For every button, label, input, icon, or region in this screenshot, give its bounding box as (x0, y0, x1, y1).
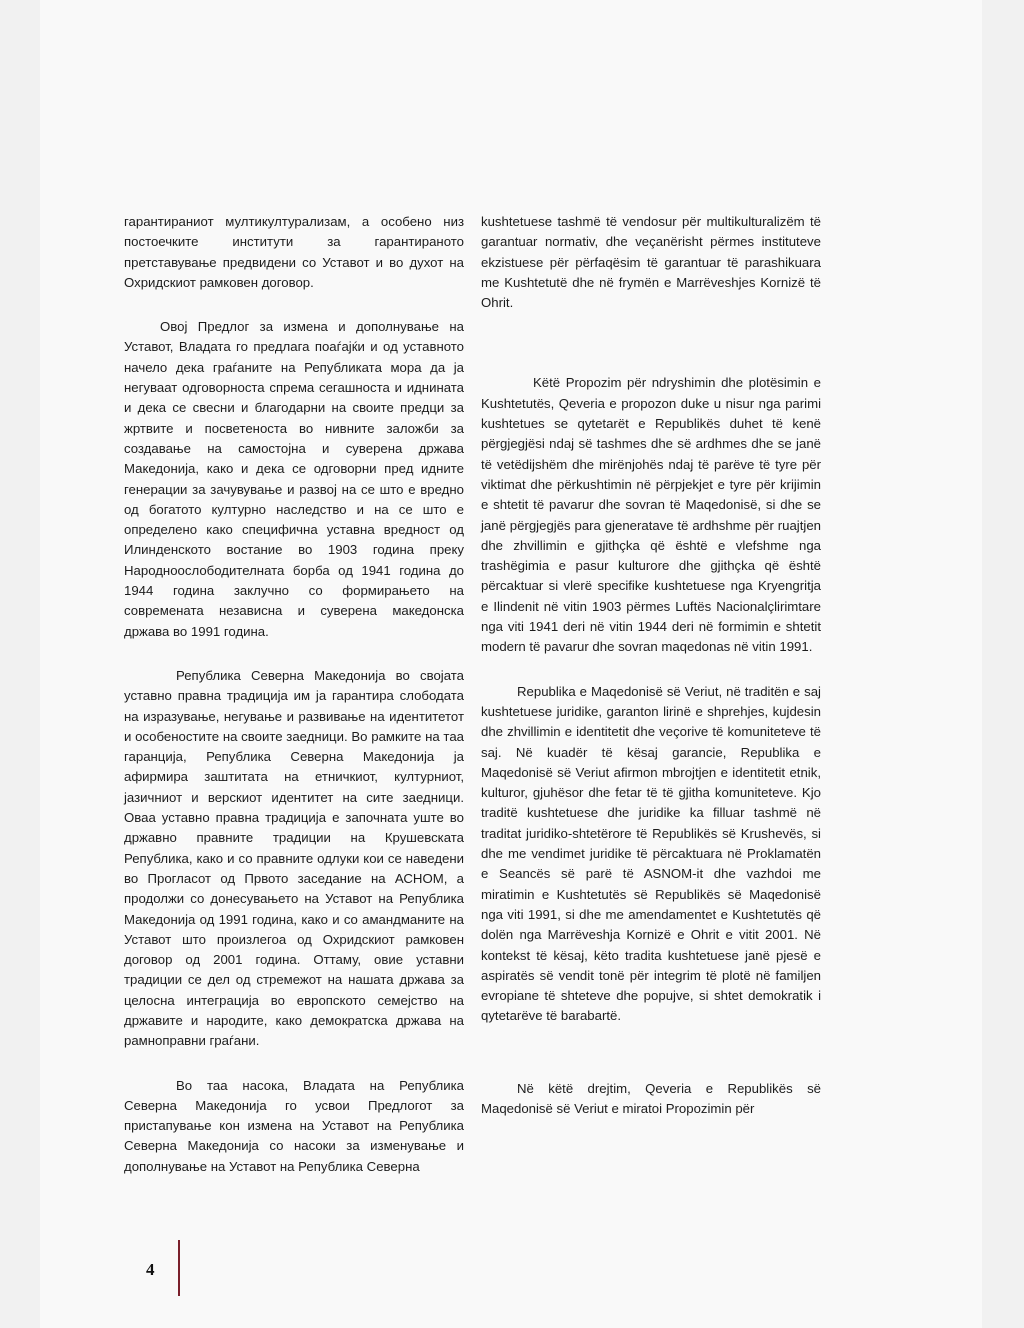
mk-paragraph-2: Овој Предлог за измена и дополнување на Уставот, Владата го предлага поаѓајќи и од уставното начело дека граѓаните на Републиката мора да ја негуваат одговорноста спрема сегашноста и иднината и дека се свесни и благодарни на своите предци за жртвите и посветеноста во нивните заложби за создавање на самостојна и суверена држава Македонија, како и дека се одговорни пред идните генерации за зачувување и развој на се што е вредно од богатото културно наследство и на се што е определено како специфична уставна вредност од Илинденското востание во 1903 година преку Народноослободителната борба од 1941 година до 1944 година заклучно со формирањето на современата независна и суверена македонска држава во 1991 година. (124, 319, 464, 639)
page-number: 4 (146, 1260, 155, 1279)
sq-paragraph-4: Në këtë drejtim, Qeveria e Republikës së Maqedonisë së Veriut e miratoi Propozimin për (481, 1080, 821, 1116)
macedonian-text-column (124, 212, 464, 1177)
mk-paragraph-4: Во таа насока, Владата на Република Северна Македонија го усвои Предлогот за пристапување кон измена на Уставот на Република Северна Македонија со насоки за изменување и дополнување на Уставот на Република Северна (124, 1077, 464, 1174)
mk-paragraph-1: гарантираниот мултикултурализам, а особено низ постоечките институти за гарантираното претставување предвидени со Уставот и во духот на Охридскиот рамковен договор. (124, 214, 464, 290)
mk-paragraph-3: Република Северна Македонија во својата уставно правна традиција им ја гарантира слободата на изразување, негување и развивање на идентитетот и особеностите на своите заедници. Во рамките на таа гаранција, Република Северна Македонија ја афирмира заштитата на етничкиот, културниот, јазичниот и верскиот идентитет на сите заедници. Оваа уставно правна традиција е започната уште во државно правните традиции на Крушевската Република, како и со правните одлуки кои се наведени во Прогласот од Првото заседание на АСНОМ, а продолжи со донесувањето на Уставот на Република Македонија од 1991 година, како и со амандманите на Уставот што произлегоа од Охридскиот рамковен договор од 2001 година. Оттаму, овие уставни традиции се дел од стремежот на нашата држава за целосна интеграција во европското семејство на државите и народите, како демократска држава на рамноправни граѓани. (124, 667, 464, 1049)
albanian-text-column (481, 212, 821, 1119)
page-number-divider (178, 1240, 180, 1296)
sq-paragraph-2: Këtë Propozim për ndryshimin dhe plotësimin e Kushtetutës, Qeveria e propozon duke u nisur nga parimi kushtetues se qytetarët e Republikës duhet të kenë përgjegjësi ndaj së tashmes dhe së ardhmes dhe se janë të vetëdijshëm dhe mirënjohës ndaj të parëve të tyre për viktimat dhe përkushtimin në përpjekjet e tyre për krijimin e shtetit të pavarur dhe sovran të Maqedonisë, si dhe se janë përgjegjës para gjeneratave të ardhshme për ruajtjen dhe zhvillimin e gjithçka që është e vlefshme nga trashëgimia e pasur kulturore dhe gjithçka që është përcaktuar si vlerë specifike kushtetuese nga Kryengritja e Ilindenit në vitin 1903 përmes Luftës Nacionalçlirimtare nga viti 1941 deri në vitin 1944 deri në formimin e shtetit modern të pavarur dhe sovran maqedonas në vitin 1991. (481, 375, 821, 655)
sq-paragraph-1: kushtetuese tashmë të vendosur për multikulturalizëm të garantuar normativ, dhe veçanërisht përmes instituteve ekzistuese për përfaqësim të garantuar të parashikuara me Kushtetutë dhe në frymën e Marrëveshjes Kornizë të Ohrit. (481, 214, 821, 311)
sq-paragraph-3: Republika e Maqedonisë së Veriut, në traditën e saj kushtetuese juridike, garanton lirinë e shprehjes, kujdesin dhe zhvillimin e identitetit dhe veçorive të komuniteteve të saj. Në kuadër të kësaj garancie, Republika e Maqedonisë së Veriut afirmon mbrojtjen e identitetit etnik, kulturor, gjuhësor dhe fetar të të gjitha komuniteteve. Kjo traditë kushtetuese dhe juridike ka filluar tashmë në traditat juridiko-shtetërore të Republikës së Krushevës, si dhe me vendimet juridike të përcaktuara në Proklamatën e Seancës së parë të ASNOM-it dhe vazhdoi me miratimin e Kushtetutës së Republikës së Maqedonisë nga viti 1991, si dhe me amendamentet e Kushtetutës që dolën nga Marrëveshja Kornizë e Ohrit e vitit 2001. Në kontekst të kësaj, këto tradita kushtetuese janë pjesë e aspiratës së vendit tonë për integrim të plotë në familjen evropiane të shteteve dhe popujve, si shtet demokratik i qytetarëve të barabartë. (481, 683, 821, 1024)
